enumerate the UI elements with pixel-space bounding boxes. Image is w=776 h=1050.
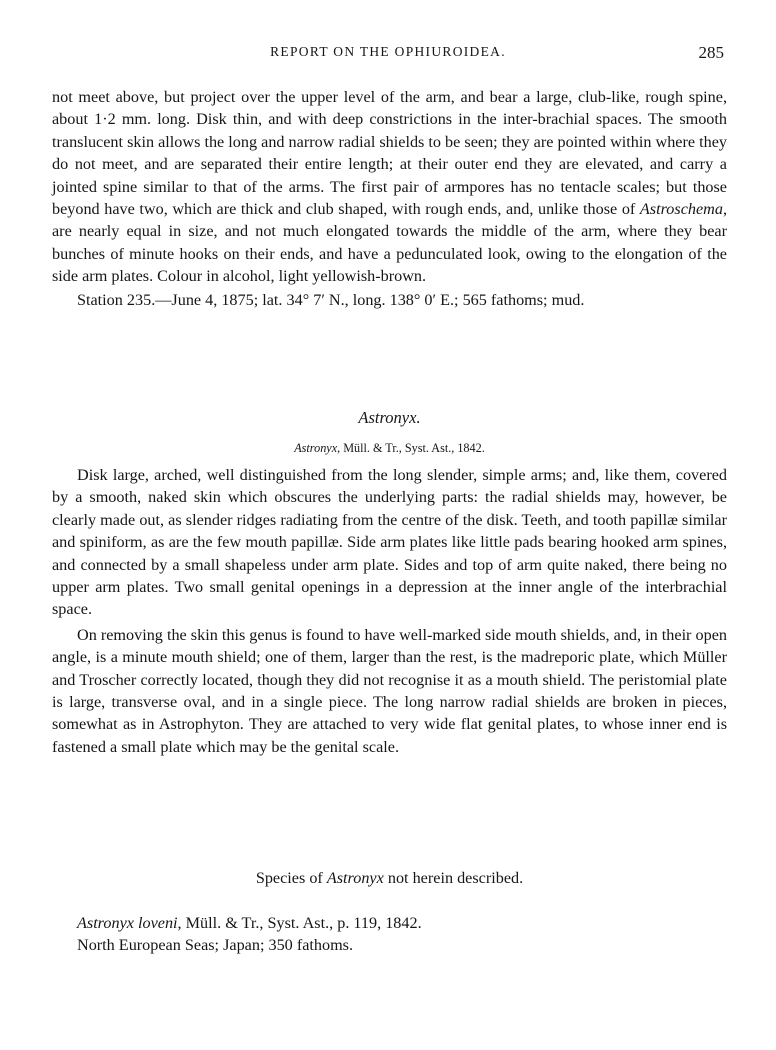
authority-genus-name: Astronyx [294, 441, 338, 455]
description-text-a: not meet above, but project over the upper level of the arm, and bear a large, club-like, rough spine, about 1·2 mm. long. Disk thin, and with deep constrictions in the inter-brachial spaces. The smooth translucent skin allows the long and narrow radial shields to be seen; they are pointed within where they do not meet, and are separated their entire length; at their outer end they are elevated, and carry a jointed spine similar to that of the arms. The first pair of armpores has no tentacle scales; but those beyond have two, which are thick and club shaped, with rough ends, and, unlike those of [52, 88, 727, 219]
running-head [52, 44, 724, 66]
species-heading-text-b: not herein described. [383, 869, 524, 887]
station-record: Station 235.—June 4, 1875; lat. 34° 7′ N., long. 138° 0′ E.; 565 fathoms; mud. [77, 290, 585, 309]
species-distribution: North European Seas; Japan; 350 fathoms. [77, 936, 354, 955]
authority-citation: , Müll. & Tr., Syst. Ast., 1842. [337, 441, 485, 455]
species-heading-text-a: Species of [255, 869, 327, 887]
running-title: REPORT ON THE OPHIUROIDEA. [270, 44, 506, 59]
genus-authority [52, 441, 727, 456]
intro-text [52, 86, 727, 311]
species-name: Astronyx loveni [77, 914, 178, 932]
species-citation [77, 912, 697, 934]
genus-description-paragraph-1: Disk large, arched, well distinguished from the long slender, simple arms; and, like them, covered by a smooth, naked skin which obscures the underlying parts: the radial shields may, however, be clearly made out, as slender ridges radiating from the centre of the disk. Teeth, and tooth papillæ similar and spiniform, as are the few mouth papillæ. Side arm plates like little pads bearing hooked arm spines, and connected by a small shapeless under arm plate. Sides and top of arm quite naked, there being no upper arm plates. Two small genital openings in a depression at the inner angle of the interbrachial space. [52, 466, 727, 619]
genus-description [52, 464, 727, 758]
species-entry [77, 912, 697, 957]
genus-description-paragraph-2: On removing the skin this genus is found to have well-marked side mouth shields, and, in their open angle, is a minute mouth shield; one of them, larger than the rest, is the madreporic plate, which Müller and Troscher correctly located, though they did not recognise it as a mouth shield. The peristomial plate is large, transverse oval, and in a single piece. The long narrow radial shields are broken in pieces, somewhat as in Astrophyton. They are attached to very wide flat genital plates, to whose inner end is fastened a small plate which may be the genital scale. [52, 625, 727, 756]
species-heading-genus: Astronyx [326, 869, 384, 887]
genus-heading: Astronyx. [358, 408, 421, 427]
genus-reference-astroschema: Astroschema [639, 200, 723, 219]
description-text-b: , are nearly equal in size, and not much elongated towards the middle of the arm, where they bear bunches of minute hooks on their ends, and have a pedunculated look, owing to the elongation of the side arm plates. Colour in alcohol, light yellowish-brown. [52, 200, 727, 286]
continued-description [52, 86, 727, 288]
species-section-heading [52, 869, 727, 888]
species-authority: , Müll. & Tr., Syst. Ast., p. 119, 1842. [177, 914, 422, 932]
page-number: 285 [698, 43, 724, 62]
